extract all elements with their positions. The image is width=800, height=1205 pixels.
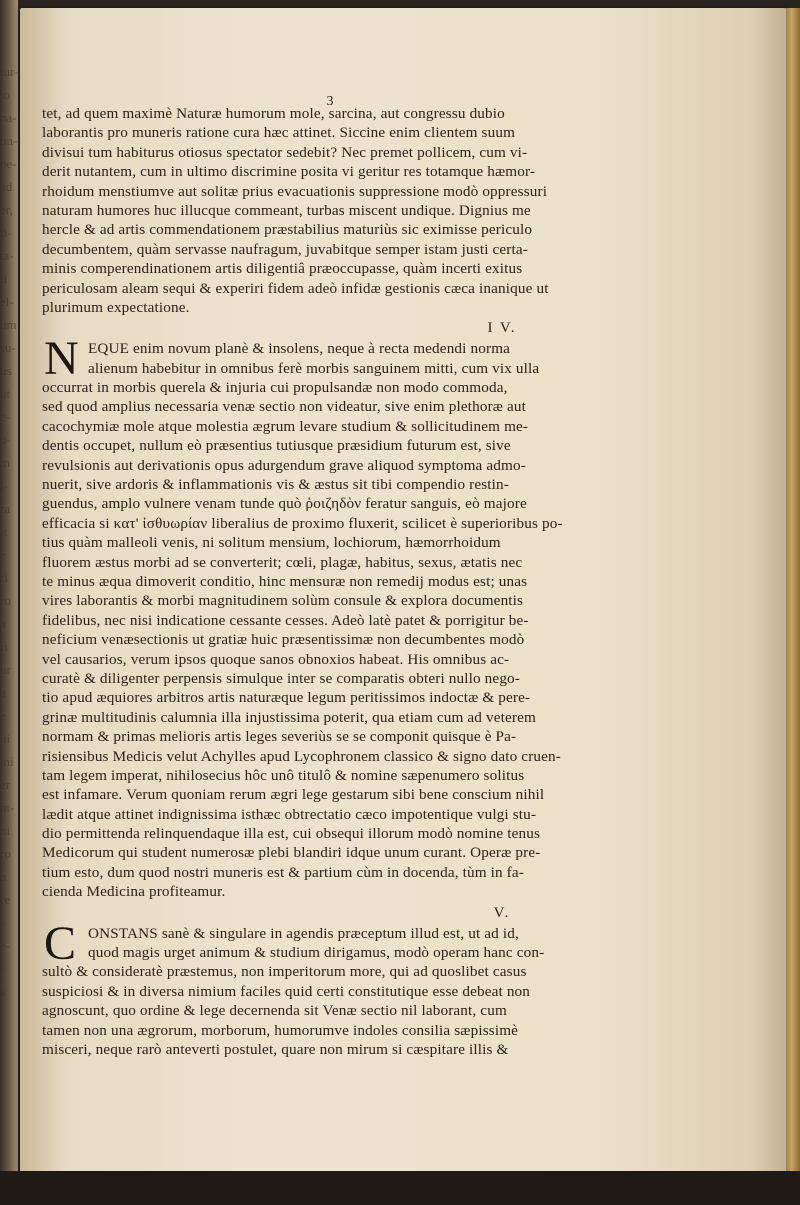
text-line: dentis occupet, nullum eò præsentius tutiusque præsidium futurum est, sive bbox=[42, 437, 511, 455]
text-line: divisui tum habiturus otiosus spectator sedebit? Nec premet pollicem, cum vi- bbox=[42, 143, 528, 161]
bleed-fragment: el- bbox=[0, 294, 14, 309]
text-line: cacochymiæ mole atque molestia ægrum levare studium & sollicitudinem me- bbox=[42, 417, 529, 435]
book-page bbox=[20, 8, 790, 1173]
text-line: minis comperendinationem artis diligentiâ præoccupasse, quàm incerti exitus bbox=[42, 260, 523, 278]
bleed-fragment: ri bbox=[0, 570, 8, 585]
bleed-fragment: e bbox=[0, 547, 6, 562]
text-line: dio permittenda relinquendaque illa est, cui obsequi illorum modò nomine tenus bbox=[42, 825, 541, 843]
bleed-fragment: n bbox=[0, 869, 7, 884]
text-line: Medicorum qui student numerosæ plebi blandiri idque unum curant. Operæ pre- bbox=[42, 844, 541, 862]
text-line: tius quàm malleoli venis, ni solitum mensium, lochiorum, hæmorrhoidum bbox=[42, 534, 501, 552]
book-fore-edge bbox=[786, 8, 800, 1173]
text-line: alienum habebitur in omnibus ferè morbis sanguinem mitti, cum vix ulla bbox=[88, 359, 540, 377]
text-line: quod magis urget animum & studium dirigamus, modò operam hanc con- bbox=[88, 944, 545, 962]
bleed-fragment: e- bbox=[0, 409, 11, 424]
bleed-fragment: e- bbox=[0, 938, 11, 953]
bleed-fragment: e bbox=[0, 708, 6, 723]
bleed-fragment: ro bbox=[0, 593, 11, 608]
text-line: efficacia si κατ' ἰσθυωρίαν liberalius de proximo fluxerit, scilicet è superioribus po- bbox=[42, 514, 563, 532]
text-line: cienda Medicina profiteamur. bbox=[42, 883, 226, 901]
bleed-fragment: ra bbox=[0, 501, 11, 516]
text-line: tium esto, dum quod nostri muneris est & partium cùm in docenda, tùm in fa- bbox=[42, 863, 524, 881]
bleed-fragment: it bbox=[0, 524, 8, 539]
text-line: nuerit, sive ardoris & inflammationis vis & æstus sit tibi compendio restin- bbox=[42, 476, 509, 494]
bleed-fragment: na- bbox=[0, 110, 17, 125]
text-line: tet, ad quem maximè Naturæ humorum mole, sarcina, aut congressu dubio bbox=[42, 105, 505, 122]
bleed-fragment: re bbox=[0, 892, 11, 907]
bleed-fragment: a bbox=[0, 685, 6, 700]
bleed-fragment: su- bbox=[0, 340, 16, 355]
bleed-fragment: ri bbox=[0, 639, 8, 654]
text-line: laborantis pro muneris ratione cura hæc attinet. Siccine enim clientem suum bbox=[42, 124, 516, 142]
bleed-fragment: ad bbox=[0, 179, 13, 194]
text-line: fluorem æstus morbi ad se converterit; cœli, plagæ, habitus, sexus, ætatis nec bbox=[42, 553, 523, 571]
text-line: vel causarios, verum ipsos quoque sanos obnoxios habeat. His omnibus ac- bbox=[42, 650, 510, 668]
bleed-fragment: tur- bbox=[0, 64, 19, 79]
bleed-fragment: ta- bbox=[0, 248, 14, 263]
drop-cap: N bbox=[44, 332, 79, 386]
bleed-fragment: a bbox=[0, 616, 6, 631]
page-text bbox=[42, 104, 772, 1059]
bleed-fragment: - bbox=[0, 961, 5, 976]
text-line: normam & primas melioris artis leges severiùs se se componit quisque è Pa- bbox=[42, 728, 517, 746]
text-line: grinæ multitudinis calumnia illa injustissima poterit, qua etiam cum ad veterem bbox=[42, 708, 536, 726]
text-line: tio apud æquiores arbitros artis naturæque legum peritissimos indoctæ & pere- bbox=[42, 689, 531, 707]
bleed-fragment: s bbox=[0, 984, 6, 999]
text-line: revulsionis aut derivationis opus adurgendum grave aliquod symptoma admo- bbox=[42, 456, 526, 474]
section-heading-v: V. bbox=[493, 904, 511, 921]
text-line: misceri, neque rarò anteverti postulet, quare non mirum si cæspitare illis & bbox=[42, 1040, 509, 1058]
bleed-fragment: to bbox=[0, 87, 11, 102]
text-line: curatè & diligenter perpensis simulque inter se comparatis obteri nullo nego- bbox=[42, 669, 521, 687]
text-line: derit nutantem, cum in ultimo discrimine posita vi geritur res totamque hæmor- bbox=[42, 163, 536, 181]
bleed-fragment: l- bbox=[0, 478, 8, 493]
text-line: risiensibus Medicis velut Achylles apud Lycophronem classico & signo dato cruen- bbox=[42, 747, 561, 765]
bleed-fragment: s bbox=[0, 915, 6, 930]
text-line-content: ONSTANS sanè & singulare in agendis præceptum illud est, ut ad id, bbox=[88, 924, 519, 942]
text-line: plurimum expectatione. bbox=[42, 298, 190, 316]
bleed-fragment: um bbox=[0, 317, 17, 332]
text-line: occurrat in morbis querela & injuria cui propulsandæ non modo commoda, bbox=[42, 379, 508, 397]
bleed-fragment: ut bbox=[0, 386, 11, 401]
bleed-fragment: nt- bbox=[0, 800, 15, 815]
bleed-fragment: ni bbox=[0, 823, 11, 838]
bleed-fragment: us bbox=[0, 363, 12, 378]
text-line: est infamare. Verum quoniam rerum ægri lege gestarum sibi bene conscium nihil bbox=[42, 786, 545, 804]
bleed-fragment: on- bbox=[0, 133, 18, 148]
text-line: lædit atque attinet indignissima isthæc obtrectatio cæco impotentique vulgi stu- bbox=[42, 805, 537, 823]
paragraph-section-iv bbox=[42, 332, 772, 901]
bleed-fragment: er, bbox=[0, 202, 13, 217]
bleed-fragment: ti bbox=[0, 271, 8, 286]
text-line: tamen non una ægrorum, morborum, humorumve indoles consilia sæpissimè bbox=[42, 1021, 519, 1039]
bleed-fragment: mi bbox=[0, 754, 14, 769]
text-line: vires laborantis & morbi magnitudinem solùm consule & explora documentis bbox=[42, 592, 524, 610]
bleed-fragment: ui bbox=[0, 731, 11, 746]
text-line: fidelibus, nec nisi indicatione cessante cesses. Adeò latè patet & porrigitur be- bbox=[42, 611, 529, 629]
text-line: neficium venæsectionis ut gratiæ huic præsentissimæ non decumbentes modò bbox=[42, 631, 525, 649]
text-line: decumbentem, quàm servasse naufragum, juvabitque semper istam justi certa- bbox=[42, 240, 528, 258]
text-line: periculosam aleam sequi & experiri fidem adeò infidæ gestionis cæca inanique ut bbox=[42, 279, 549, 297]
drop-cap: C bbox=[44, 916, 77, 970]
text-line: tam legem imperat, nihilosecius hôc unô titulô & nomine sæpenumero solitus bbox=[42, 766, 525, 784]
text-line: rhoidum menstiumve aut solitæ prius evacuationis suppressione modò oppressuri bbox=[42, 182, 548, 200]
bleed-fragment: u- bbox=[0, 432, 11, 447]
text-line: te minus æqua dimoverit conditio, hinc mensuræ non remedij modus est; unas bbox=[42, 572, 528, 590]
bleed-fragment: ti- bbox=[0, 225, 12, 240]
bleed-fragment: er bbox=[0, 777, 11, 792]
paragraph-continuation bbox=[42, 104, 772, 317]
bleed-fragment: ro bbox=[0, 846, 11, 861]
text-line-content: EQUE enim novum planè & insolens, neque à recta medendi norma bbox=[88, 340, 511, 358]
bleed-fragment: m bbox=[0, 455, 11, 470]
text-line: agnoscunt, quo ordine & lege decernenda sit Venæ sectio nil laborant, cum bbox=[42, 1002, 507, 1020]
scan-bottom-shadow bbox=[0, 1171, 800, 1205]
text-line: sed quod amplius necessaria venæ sectio non videatur, sive enim plethoræ aut bbox=[42, 398, 527, 416]
section-heading-iv: I V. bbox=[487, 320, 517, 337]
text-line: hercle & ad artis commendationem præstabilius maturiùs sic eximisse periculo bbox=[42, 221, 533, 239]
page-number: 3 bbox=[326, 94, 334, 109]
text-line: naturam humores huc illucque commeant, turbas miscent undique. Dignius me bbox=[42, 201, 531, 219]
bleed-fragment: ur bbox=[0, 662, 11, 677]
paragraph-section-v bbox=[42, 916, 772, 1060]
bleed-fragment: ne- bbox=[0, 156, 17, 171]
text-line: sultò & consideratè præstemus, non imperitorum more, qui ad quoslibet casus bbox=[42, 963, 527, 981]
text-line: guendus, amplo vulnere venam tunde quò ῥοιζηδὸν feratur sanguis, eò majore bbox=[42, 495, 527, 513]
text-line: suspiciosi & in diversa nimium faciles quid certi constitutique esse debeat non bbox=[42, 982, 531, 1000]
